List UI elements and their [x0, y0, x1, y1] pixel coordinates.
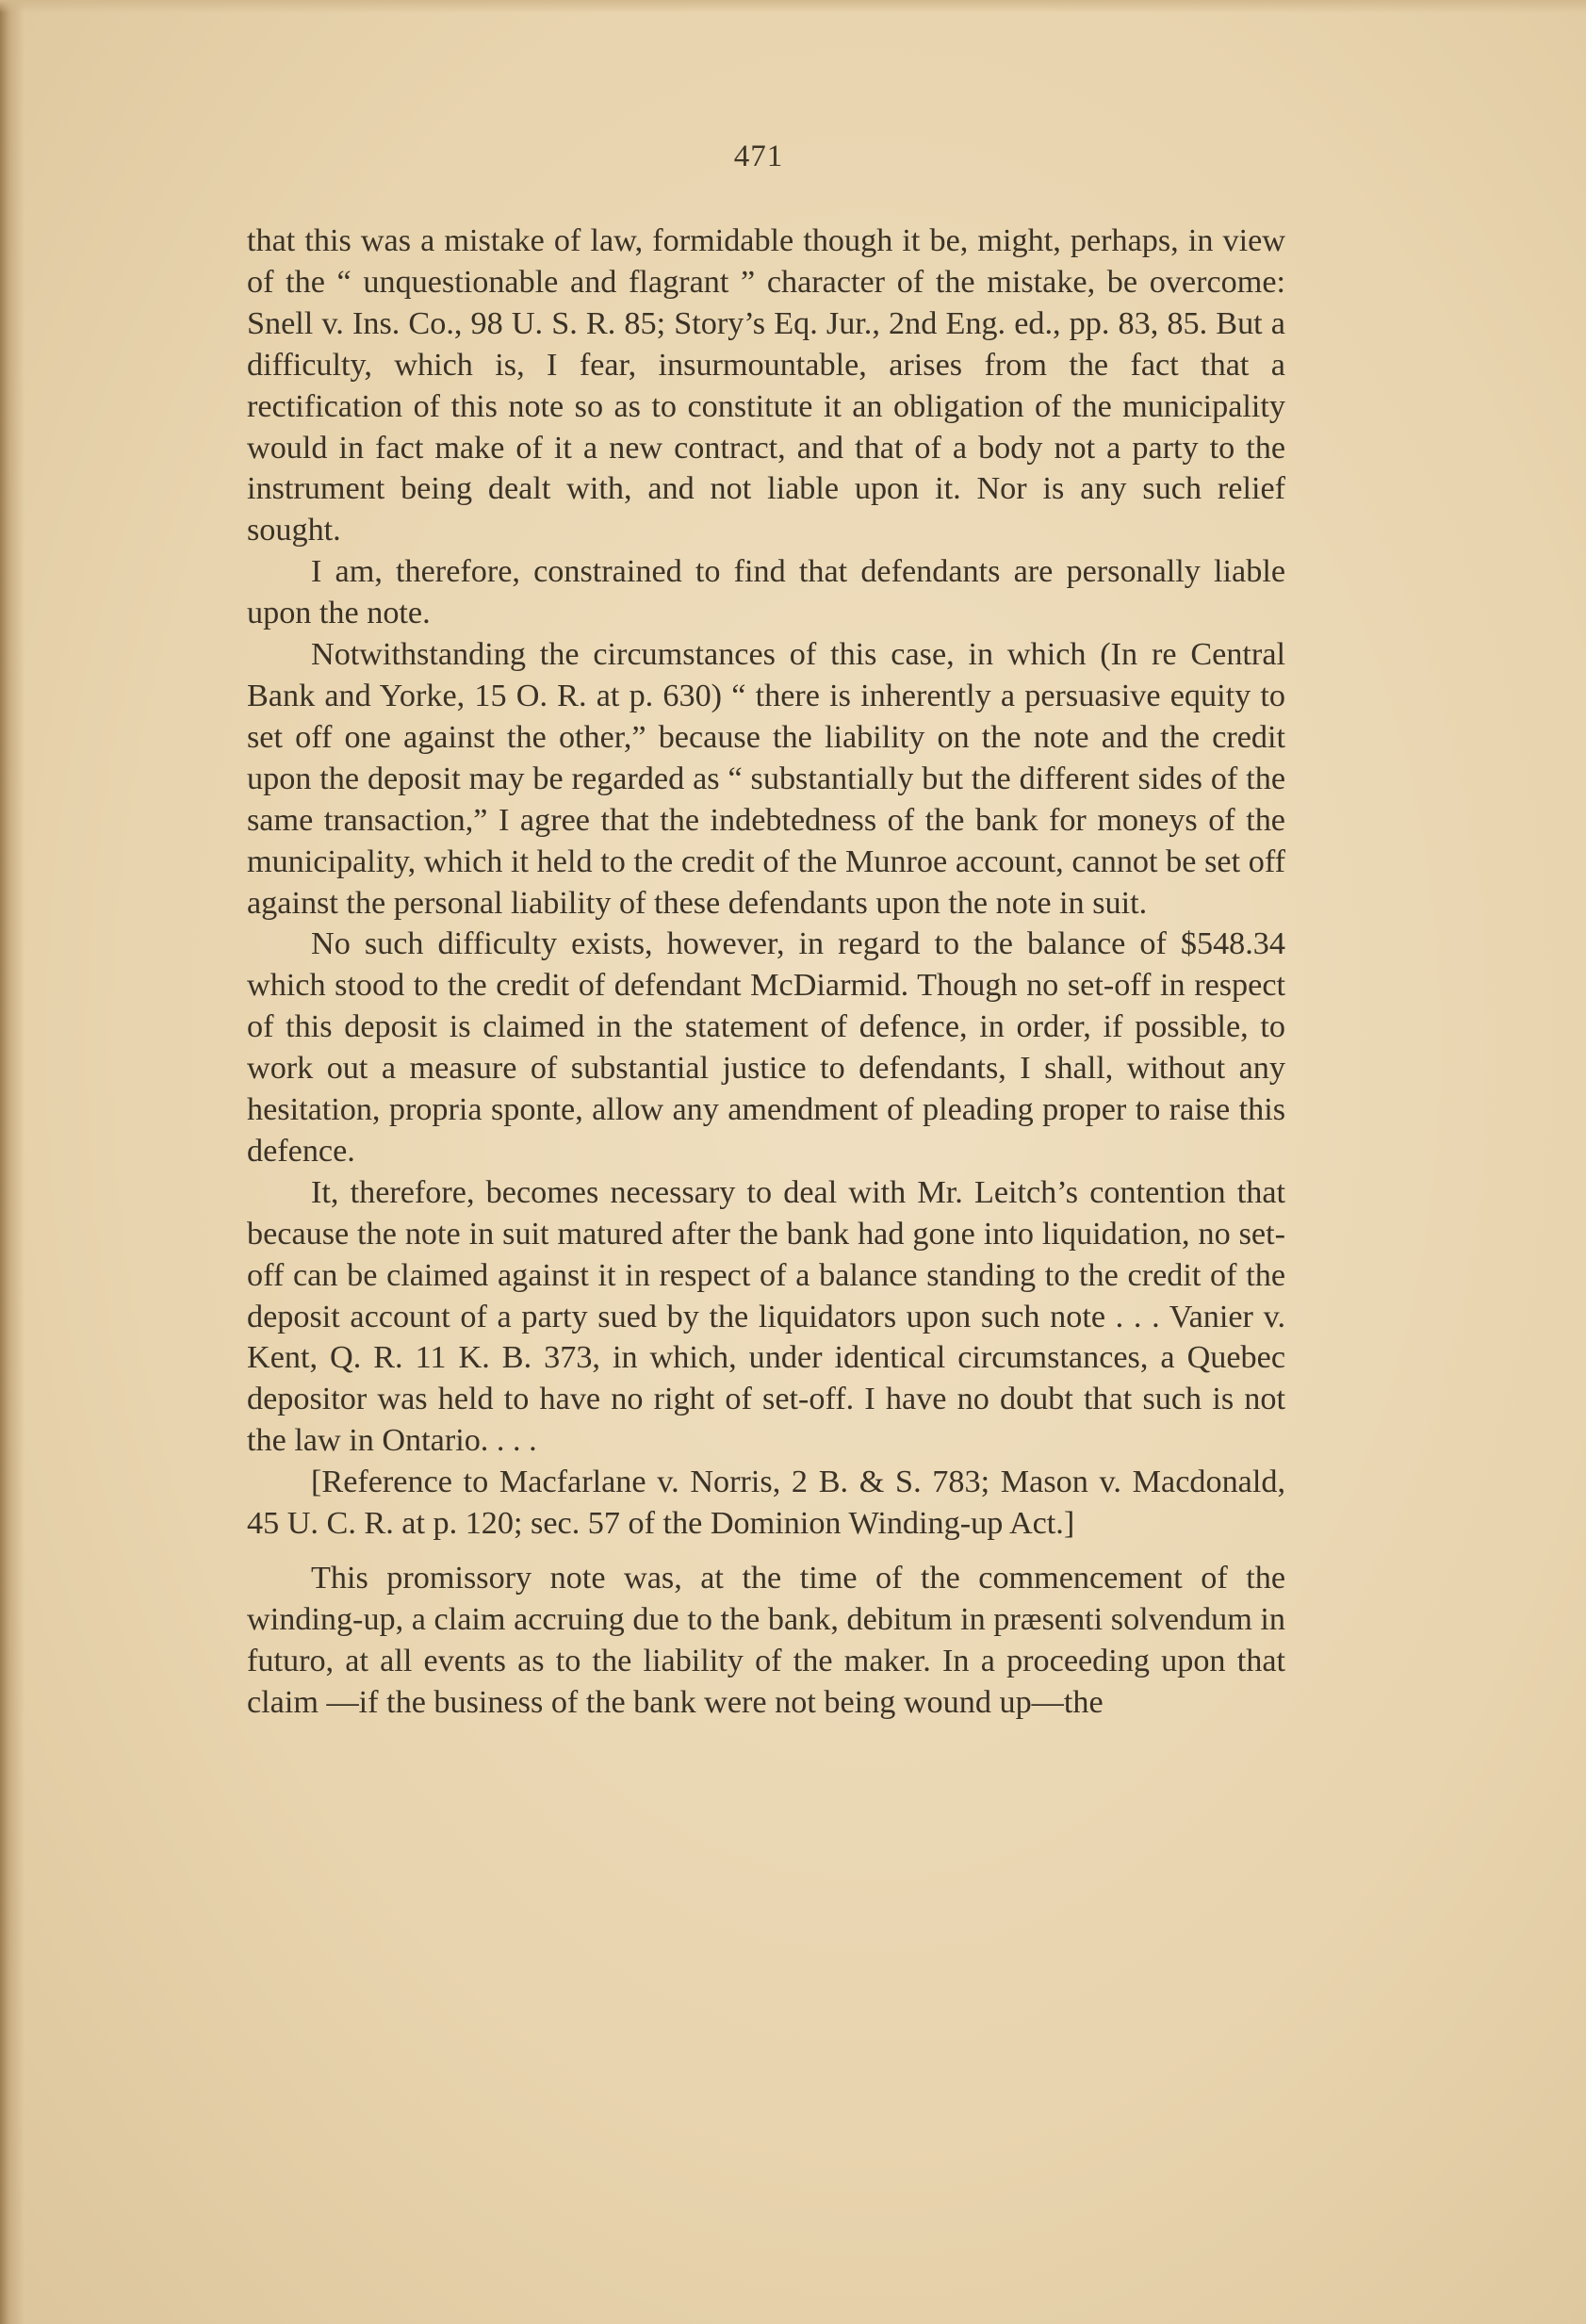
paragraph-2: I am, therefore, constrained to find that defendants are personally liable upon the note. [247, 554, 1285, 631]
paragraph-3: Notwithstanding the circumstances of this case, in which (In re Central Bank and Yorke, 15 O. R. at p. 630) “ there is inherently a persuasive equity to set off one against the other,” because the liability on the note and the credit upon the deposit may be regarded as “ substantially but the different sides of the same transaction,” I agree that the indebtedness of the bank for moneys of the municipality, which it held to the credit of the Munroe account, cannot be set off against the personal liability of these defendants upon the note in suit. [247, 637, 1285, 921]
body-text [247, 221, 1285, 1724]
paragraph-7: This promissory note was, at the time of the commencement of the winding-up, a claim accruing due to the bank, debitum in præsenti solvendum in futuro, at all events as to the liability of the maker. In a proceeding upon that claim —if the business of the bank were not being wound up—the [247, 1561, 1285, 1720]
paragraph-6: [Reference to Macfarlane v. Norris, 2 B. & S. 783; Mason v. Macdonald, 45 U. C. R. at p. 120; sec. 57 of the Dominion Winding-up Act.] [247, 1465, 1285, 1542]
paragraph-1: that this was a mistake of law, formidable though it be, might, perhaps, in view of the “ unquestionable and flagrant ” character of the mistake, be overcome: Snell v. Ins. Co., 98 U. S. R. 85; Story’s Eq. Jur., 2nd Eng. ed., pp. 83, 85. But a difficulty, which is, I fear, insurmountable, arises from the fact that a rectification of this note so as to constitute it an obligation of the municipality would in fact make of it a new contract, and that of a body not a party to the instrument being dealt with, and not liable upon it. Nor is any such relief sought. [247, 223, 1285, 548]
page-edge-shadow [0, 0, 25, 2324]
paragraph-4: No such difficulty exists, however, in regard to the balance of $548.34 which stood to the credit of defendant McDiarmid. Though no set-off in respect of this deposit is claimed in the statement of defence, in order, if possible, to work out a measure of substantial justice to defendants, I shall, without any hesitation, propria sponte, allow any amendment of pleading proper to raise this defence. [247, 926, 1285, 1169]
page-number: 471 [733, 139, 784, 173]
paragraph-5: It, therefore, becomes necessary to deal with Mr. Leitch’s contention that because the note in suit matured after the bank had gone into liquidation, no set-off can be claimed against it in respect of a balance standing to the credit of the deposit account of a party sued by the liquidators upon such note . . . Vanier v. Kent, Q. R. 11 K. B. 373, in which, under identical circumstances, a Quebec depositor was held to have no right of set-off. I have no doubt that such is not the law in Ontario. . . . [247, 1174, 1285, 1459]
page-top-shadow [0, 0, 1586, 13]
